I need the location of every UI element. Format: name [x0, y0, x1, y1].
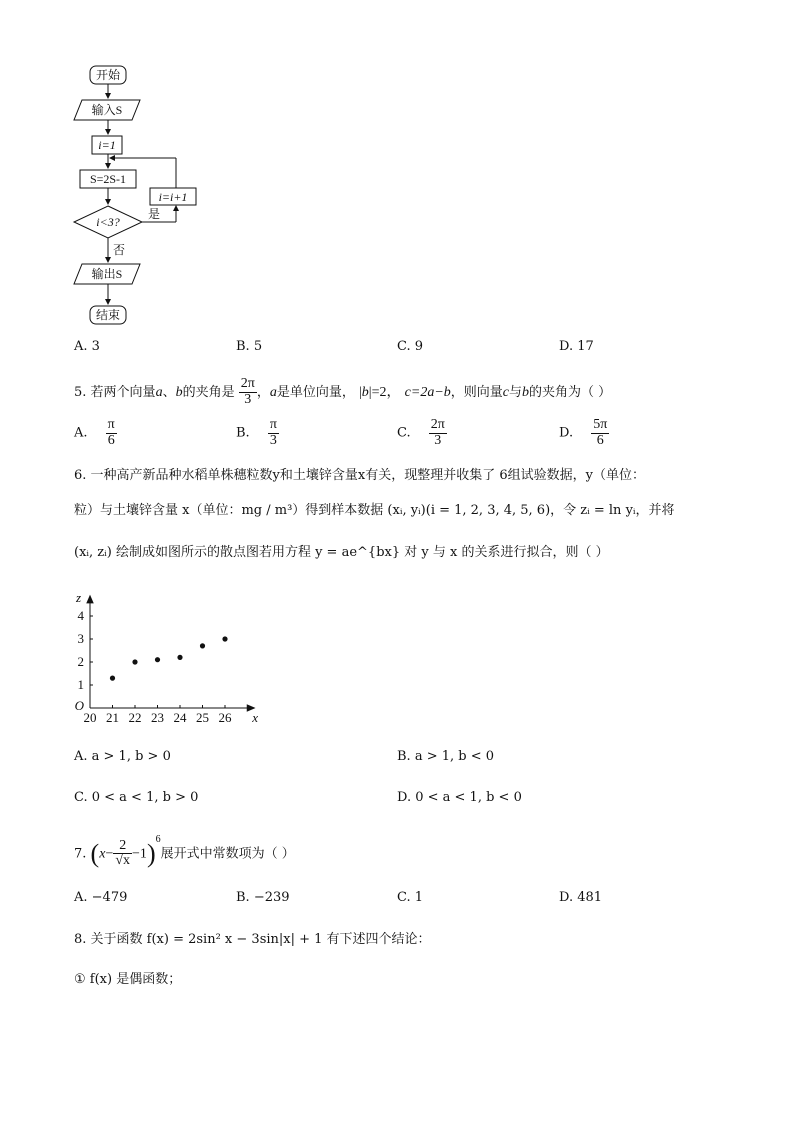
scatter-plot: [72, 578, 272, 728]
q5-vec-a-2: a: [269, 385, 277, 400]
x-tick-label: 20: [83, 710, 97, 725]
x-tick-label: 24: [173, 710, 187, 725]
q5-option-d: [559, 418, 609, 448]
q5-number: 5.: [74, 385, 87, 400]
q7-tail: 展开式中常数项为（ ）: [160, 846, 295, 862]
q7-frac-num: 2: [113, 839, 132, 855]
q7-x: x: [99, 846, 106, 862]
q5-vec-c: c: [404, 385, 411, 400]
x-axis-label: x: [252, 710, 259, 725]
x-tick-label: 25: [196, 710, 209, 725]
q4-option-c: C. 9: [397, 339, 424, 354]
q6-line-3: (xᵢ, zᵢ) 绘制成如图所示的散点图若用方程 y = ae^{bx} 对 y 与 x 的关系进行拟合，则（ ）: [74, 545, 609, 560]
q5-comma: ，: [256, 385, 270, 400]
q6-line-1: 6. 一种高产新品种水稻单株穗粒数y和土壤锌含量x有关，现整理并收集了 6组试验数据，y（单位：: [74, 468, 645, 483]
x-tick-label: 26: [218, 710, 232, 725]
y-axis-label: z: [76, 589, 82, 605]
q6-option-d: D. 0 < a < 1, b < 0: [397, 790, 522, 805]
q7-option-d: D. 481: [559, 890, 603, 905]
q5-text-5: =2，: [371, 385, 401, 400]
q5-vec-b: b: [175, 385, 183, 400]
q5-option-a: [74, 418, 117, 448]
q7-option-c: C. 1: [397, 890, 424, 905]
q5-option-d-num: 5π: [593, 417, 608, 432]
yes-label: 是: [148, 207, 161, 221]
q4-option-a: A. 3: [74, 339, 100, 354]
q7-power: 6: [155, 834, 161, 845]
q5-option-c-label: C.: [397, 425, 411, 441]
q6-option-a: A. a > 1, b > 0: [74, 749, 171, 764]
start-label: 开始: [95, 68, 121, 82]
q7-stem: [74, 828, 295, 876]
q7-fraction: [113, 839, 132, 869]
y-tick-label: 3: [77, 631, 84, 646]
x-tick-label: 22: [128, 710, 142, 725]
y-tick-label: 2: [77, 654, 84, 669]
q7-minus: −: [105, 846, 114, 862]
y-tick-label: 1: [77, 677, 84, 692]
q5-text-4: 是单位向量，: [276, 385, 355, 400]
q5-text-1: 若两个向量: [90, 385, 156, 400]
q7-option-a: A. −479: [74, 890, 128, 905]
q5-option-c-frac: [429, 418, 447, 448]
x-tick-label: 23: [151, 710, 164, 725]
q5-stem: [74, 376, 611, 410]
q6-option-c: C. 0 < a < 1, b > 0: [74, 790, 199, 805]
end-label: 结束: [95, 308, 121, 322]
x-tick-label: 21: [106, 710, 119, 725]
q6-option-b: B. a > 1, b < 0: [397, 749, 495, 764]
q8-line-1: 8. 关于函数 f(x) = 2sin² x − 3sin|x| + 1 有下述四个结论：: [74, 932, 431, 947]
q7-number: 7.: [74, 846, 87, 862]
q7-option-b: B. −239: [236, 890, 290, 905]
origin-label: O: [74, 698, 84, 713]
q5-angle-num: 2π: [240, 376, 255, 392]
q5-angle-fraction: [239, 377, 257, 407]
q5-vec-c-2: c: [502, 385, 510, 400]
q5-option-b-num: π: [269, 417, 277, 432]
q4-option-d: D. 17: [559, 339, 594, 354]
scatter-point: [155, 657, 160, 662]
input-label: 输入S: [91, 103, 123, 117]
q5-option-a-num: π: [107, 417, 115, 432]
q5-vec-a: a: [155, 385, 163, 400]
q8-item-1: ① f(x) 是偶函数；: [74, 972, 182, 987]
q5-text-6: ，则向量: [450, 385, 503, 400]
q5-norm-b: |b|: [358, 385, 372, 400]
condition-label: i<3?: [96, 215, 120, 229]
y-axis-arrow: [87, 596, 93, 603]
scatter-point: [132, 659, 137, 664]
q7-rest: −1: [132, 846, 147, 862]
q5-option-c-den: 3: [434, 432, 442, 448]
q5-text-7: 与: [509, 385, 523, 400]
scatter-point: [177, 655, 182, 660]
q5-option-b: [236, 418, 279, 448]
q5-text-2: 的夹角是: [182, 385, 235, 400]
init-label: i=1: [98, 138, 116, 152]
q5-option-a-den: 6: [107, 432, 115, 448]
q5-option-b-den: 3: [269, 432, 277, 448]
q5-option-b-frac: [268, 418, 279, 448]
q5-sep: 、: [162, 385, 176, 400]
q5-option-c: [397, 418, 447, 448]
scatter-point: [200, 643, 205, 648]
q5-vec-b-2: b: [361, 385, 369, 400]
q5-option-b-label: B.: [236, 425, 250, 441]
q5-option-d-den: 6: [596, 432, 604, 448]
scatter-point: [110, 676, 115, 681]
output-label: 输出S: [91, 267, 123, 281]
y-tick-label: 4: [77, 608, 84, 623]
q7-left-paren: (: [90, 838, 100, 868]
q4-option-b: B. 5: [236, 339, 263, 354]
q6-line-2: 粒）与土壤锌含量 x（单位：mg / m³）得到样本数据 (xᵢ, yᵢ)(i = 1, 2, 3, 4, 5, 6)，令 zᵢ = ln yᵢ，并将: [74, 503, 675, 518]
scatter-point: [222, 636, 227, 641]
q5-eq: =2a−b: [410, 385, 451, 400]
update-label: S=2S-1: [89, 172, 127, 186]
q5-option-c-num: 2π: [430, 417, 445, 432]
q7-frac-den: √x: [115, 853, 131, 869]
q5-option-a-label: A.: [74, 425, 88, 441]
q5-angle-den: 3: [244, 392, 252, 407]
flowchart: [60, 58, 220, 333]
q5-vec-b-3: b: [522, 385, 530, 400]
q7-right-paren: ): [146, 838, 156, 868]
increment-label: i=i+1: [158, 190, 188, 204]
q5-option-d-frac: [591, 418, 609, 448]
q5-option-d-label: D.: [559, 425, 574, 441]
q5-option-a-frac: [106, 418, 117, 448]
q5-text-8: 的夹角为（ ）: [529, 385, 612, 400]
no-label: 否: [113, 243, 126, 257]
